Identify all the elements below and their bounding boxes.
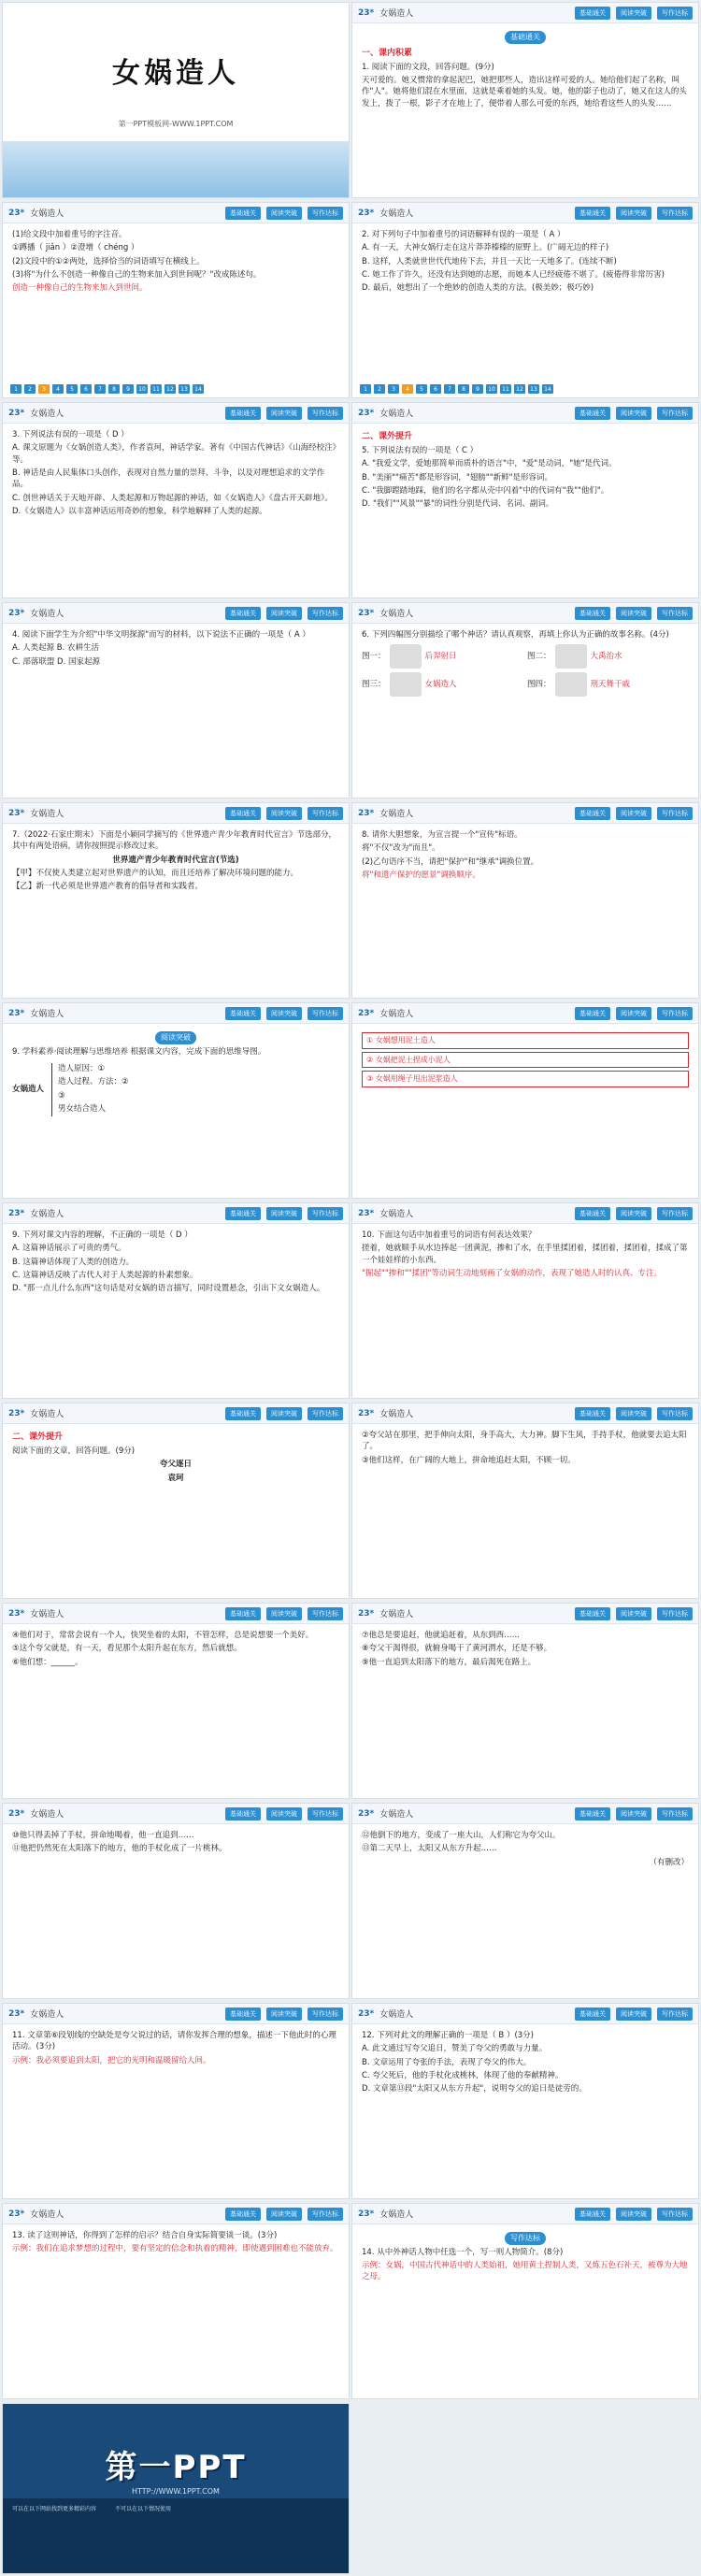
option: A. 课文原题为《女娲创造人类》，作者袁珂，神话学家。著有《中国古代神话》《山海经校注》等。 [12,443,336,465]
lesson-title: 女娲造人 [30,1610,64,1619]
doc-title: 世界遗产青少年教育时代宣言(节选) [112,855,239,865]
tab-reading[interactable]: 阅读突破 [266,407,302,420]
tab-reading[interactable]: 阅读突破 [616,1607,651,1620]
option: B. 神话是由人民集体口头创作，表现对自然力量的崇拜、斗争，以及对理想追求的文学作品。 [12,468,325,490]
slide-header [352,1003,698,1024]
answer: 示例：我必须要追到太阳，把它的光明和温暖留给人间。 [12,2055,211,2065]
question: (2)乙句语序不当，请把"保护"和"继承"调换位置。 [362,856,539,867]
tab-writing[interactable]: 写作达标 [657,2008,693,2021]
slide-9[interactable] [351,802,699,999]
question: 7.（2022·石家庄期末）下面是小颖同学摘写的《世界遗产青少年教育时代宣言》节选部分，其中有两处语病，请你按照提示修改过来。 [12,830,336,852]
slide-header [352,1403,698,1424]
lesson-number: 23* [358,7,375,18]
page-button[interactable]: 5 [416,384,427,394]
question: 11. 文章第⑥段划线的空缺处是夸父说过的话，请你发挥合理的想象，描述一下他此时的心理活动。(3分) [12,2031,336,2052]
question: 10. 下面这句话中加着重号的词语有何表达效果？ [362,1230,536,1240]
lesson-title: 女娲造人 [379,1610,414,1619]
passage: ⑪他把仍然死在太阳落下的地方，他的手杖化成了一片桃林。 [12,1844,227,1854]
tab-writing[interactable]: 写作达标 [657,1607,693,1620]
option: C. "我脚蹚踏地踩，他们的名字都从壳中闪着"中的代词有"我""他们"。 [362,485,609,496]
lesson-title: 女娲造人 [30,1810,64,1820]
tab-basic[interactable]: 基础通关 [225,2008,261,2021]
page-button[interactable]: 3 [388,384,399,394]
question: ①蹲播（ jiǎn ）②澄增（ chéng ） [12,243,139,253]
option: A. 人类起源 B. 农耕生活 [12,643,100,654]
tab-reading[interactable]: 阅读突破 [266,1407,302,1420]
part-title: 一、课内积累 [362,48,413,58]
tab-reading[interactable]: 阅读突破 [616,807,651,820]
lesson-title: 女娲造人 [379,2210,414,2220]
option: B. "美丽""痛苦"都是形容词，"翅膀""新鲜"是形容词。 [362,472,553,482]
lesson-number: 23* [8,1808,25,1819]
tab-basic[interactable]: 基础通关 [575,1807,610,1820]
lesson-title: 女娲造人 [30,1010,64,1019]
page-button[interactable]: 13 [179,384,190,394]
tab-reading[interactable]: 阅读突破 [616,7,651,20]
lesson-title: 女娲造人 [379,1810,414,1820]
page-button[interactable]: 14 [193,384,204,394]
figure-label: 图三： [362,680,386,690]
page-button[interactable]: 3 [38,384,50,394]
cover-bar [3,141,349,197]
page-button[interactable]: 11 [500,384,511,394]
cover-subtitle: 第一PPT模板网-WWW.1PPT.COM [118,120,234,128]
lesson-title: 女娲造人 [30,209,64,219]
lesson-title: 女娲造人 [30,610,64,619]
page-button[interactable]: 6 [430,384,441,394]
tab-basic[interactable]: 基础通关 [225,1407,261,1420]
lesson-number: 23* [8,1408,25,1418]
slide-header [3,1403,349,1424]
tab-basic[interactable]: 基础通关 [575,2208,610,2221]
page-button[interactable]: 10 [486,384,497,394]
lesson-number: 23* [358,608,375,618]
tab-basic[interactable]: 基础通关 [225,807,261,820]
question: (1)给文段中加着重号的字注音。 [12,230,127,239]
tab-basic[interactable]: 基础通关 [575,7,610,20]
tab-writing[interactable]: 写作达标 [657,7,693,20]
slide-23[interactable] [351,2203,699,2399]
slide-7[interactable] [351,602,699,799]
tab-writing[interactable]: 写作达标 [308,407,343,420]
lesson-title: 女娲造人 [379,810,414,819]
answer: "掘起""掺和""揉团"等动词生动地刻画了女娲的动作，表现了她造人时的认真、专注。 [362,1268,662,1278]
answer: 示例：我们在追求梦想的过程中，要有坚定的信念和执着的精神，即使遇到困难也不能放弃。 [12,2244,338,2254]
tab-writing[interactable]: 写作达标 [657,1407,693,1420]
tab-writing[interactable]: 写作达标 [308,1407,343,1420]
section-tag: 阅读突破 [155,1031,196,1044]
lesson-number: 23* [8,2008,25,2019]
slide-4[interactable] [2,402,350,598]
tab-reading[interactable]: 阅读突破 [616,2008,651,2021]
answer-box: ③ 女娲用绳子甩出泥浆造人 [362,1071,689,1087]
passage: ②夸父站在那里，把手伸向太阳，身手高大，大力神。脚下生风，手持手杖，他就要去追太阳了。 [362,1431,687,1452]
tab-reading[interactable]: 阅读突破 [616,1807,651,1820]
slide-header [3,203,349,223]
page-button[interactable]: 1 [10,384,21,394]
figure-label: 图四： [527,680,551,690]
tab-reading[interactable]: 阅读突破 [616,1007,651,1020]
lesson-number: 23* [358,1008,375,1018]
passage: ⑫他倒下的地方，变成了一座大山，人们称它为夸父山。 [362,1831,561,1840]
option: B. 文章运用了夸张的手法，表现了夸父的伟大。 [362,2057,532,2067]
slide-2[interactable] [2,202,350,398]
slide-22[interactable] [2,2203,350,2399]
answer: 将"和遗产保护的愿景"调换顺序。 [362,870,480,880]
mindmap-node: 造人过程、方法：② [58,1077,129,1087]
page-button[interactable]: 1 [360,384,371,394]
lesson-number: 23* [358,2008,375,2019]
lesson-title: 女娲造人 [379,209,414,219]
question: 5. 下列说法有误的一项是（ C ） [362,446,479,456]
slide-20[interactable] [2,2003,350,2199]
tab-basic[interactable]: 基础通关 [225,1807,261,1820]
tab-reading[interactable]: 阅读突破 [266,2208,302,2221]
lesson-number: 23* [8,408,25,418]
page-button[interactable]: 8 [458,384,469,394]
lesson-title: 女娲造人 [30,2210,64,2220]
option: C. 这篇神话反映了古代人对于人类起源的朴素想象。 [12,1270,198,1280]
lesson-title: 女娲造人 [379,9,414,19]
slide-16[interactable] [2,1603,350,1799]
page-button[interactable]: 12 [514,384,525,394]
figure-image [555,644,587,669]
lesson-number: 23* [8,2209,25,2219]
option: D.《女娲造人》以丰富神话运用奇妙的想象，科学地解释了人类的起源。 [12,506,267,516]
lesson-number: 23* [358,1808,375,1819]
tab-reading[interactable]: 阅读突破 [266,607,302,620]
part-title: 二、课外提升 [362,432,413,441]
tab-writing[interactable]: 写作达标 [308,1607,343,1620]
slide-12[interactable] [2,1202,350,1399]
option: A. 这篇神话展示了可贵的勇气。 [12,1244,126,1254]
question: 3. 下列说法有误的一项是（ D ） [12,430,129,439]
empty-cell [351,2403,699,2574]
slide-header [352,1604,698,1624]
pager [360,384,553,394]
lesson-number: 23* [8,808,25,818]
slide-11[interactable] [351,1002,699,1199]
passage: ④他们对于，常常会说有一个人，快哭坐着的太阳，不管怎样，总是说想要一个美好。 [12,1631,314,1640]
mindmap-root: 女娲造人 [12,1085,45,1095]
section-tag: 基础通关 [505,31,546,44]
question: 1. 阅读下面的文段，回答问题。(9分) [362,62,494,72]
figure-answer: 后羿射日 [424,652,457,662]
tab-writing[interactable]: 写作达标 [308,1807,343,1820]
lesson-number: 23* [8,208,25,218]
lesson-number: 23* [358,1408,375,1418]
passage: 天可爱的。她又惯常的拿起泥巴，她把那些人，造出这样可爱的人。她给他们起了名称，叫作"人"。她将他们混在水里面，这就是乘着她的头发。她，他的影子也动了，她又在这人的头发上，拨了一根，影子才在地上了，便带着人那么可爱的东西，她给看这些人的头发…… [362,75,687,108]
question: 13. 读了这则神话，你得到了怎样的启示？结合自身实际简要谈一谈。(3分) [12,2231,278,2240]
lesson-title: 女娲造人 [379,2010,414,2020]
tab-basic[interactable]: 基础通关 [225,607,261,620]
question: 阅读下面的文章，回答问题。(9分) [12,1446,136,1457]
lesson-title: 女娲造人 [379,1410,414,1419]
tab-writing[interactable]: 写作达标 [657,1807,693,1820]
page-button[interactable]: 2 [374,384,385,394]
figure-image [390,644,422,669]
brand-url[interactable]: HTTP://WWW.1PPT.COM [132,2487,220,2496]
page-button[interactable]: 2 [24,384,36,394]
poem-title: 夸父逐日 [159,1460,192,1470]
question: 14. 从中外神话人物中任选一个，写一则人物简介。(8分) [362,2247,564,2257]
figure-label: 图一： [362,652,386,662]
section-tag: 写作达标 [505,2232,546,2245]
option: D. "我们""风景""暴"的词性分别是代词、名词、副词。 [362,499,554,510]
lesson-number: 23* [358,1208,375,1218]
tab-reading[interactable]: 阅读突破 [616,2208,651,2221]
info-right: 不可以在以下情况使用 [115,2506,172,2512]
info-panel [3,2498,349,2573]
brand-logo: 第一PPT [105,2449,247,2486]
option: B. 这篇神话体现了人类的创造力。 [12,1257,135,1267]
slide-6[interactable] [2,602,350,799]
tab-writing[interactable]: 写作达标 [308,607,343,620]
page-button[interactable]: 10 [136,384,148,394]
slide-10[interactable] [2,1002,350,1199]
page-button[interactable]: 13 [528,384,539,394]
tab-reading[interactable]: 阅读突破 [266,2008,302,2021]
tab-basic[interactable]: 基础通关 [575,207,610,220]
passage: ⑨他一直追到太阳落下的地方，最后渴死在路上。 [362,1657,536,1667]
figure-answer: 刑天舞干戚 [590,680,631,690]
slide-header [3,603,349,624]
tab-basic[interactable]: 基础通关 [225,207,261,220]
tab-writing[interactable]: 写作达标 [657,607,693,620]
slide-header [352,1203,698,1224]
part-title: 二、课外提升 [12,1432,64,1442]
lesson-number: 23* [358,808,375,818]
figure-image [555,672,587,697]
lesson-title: 女娲造人 [30,810,64,819]
slide-header [3,403,349,424]
page-button[interactable]: 14 [542,384,553,394]
slide-17[interactable] [351,1603,699,1799]
page-button[interactable]: 8 [108,384,120,394]
mindmap-node: 造人原因：① [58,1063,106,1073]
clause: 【甲】不仅使人类建立起对世界遗产的认知，而且还培养了解决环境问题的能力。 [12,868,299,878]
slide-21[interactable] [351,2003,699,2199]
tab-writing[interactable]: 写作达标 [308,2208,343,2221]
tab-reading[interactable]: 阅读突破 [266,1807,302,1820]
option: B. 这样，人类就世世代代地传下去，并且一天比一天地多了。(连续不断) [362,256,617,266]
slide-header [3,1804,349,1824]
answer: 示例：女娲，中国古代神话中的人类始祖，她用黄土捏制人类，又炼五色石补天，被尊为大地之母。 [362,2260,688,2282]
tab-writing[interactable]: 写作达标 [657,207,693,220]
slide-header [352,803,698,824]
slide-header [3,2004,349,2024]
page-button[interactable]: 11 [150,384,162,394]
passage: ⑥他们想：______。 [12,1657,83,1667]
slide-14[interactable] [2,1403,350,1599]
passage: ⑦他总是要追赶，他就追赶着，从东到西…… [362,1631,521,1640]
slide-3[interactable] [351,202,699,398]
slide-cover[interactable] [2,2,350,198]
lesson-title: 女娲造人 [30,1210,64,1219]
poem-author: 袁珂 [167,1473,184,1483]
slide-header [352,603,698,624]
note: （有删改） [649,1857,689,1867]
passage: ⑧夸父干渴得很，就俯身喝干了黄河渭水，还是不够。 [362,1644,552,1654]
question: 8. 请你大胆想象，为宣言提一个"宣传"标语。 [362,830,522,840]
lesson-number: 23* [8,1208,25,1218]
lesson-title: 女娲造人 [30,1410,64,1419]
slide-13[interactable] [351,1202,699,1399]
page-button[interactable]: 4 [52,384,64,394]
pager [10,384,204,394]
tab-basic[interactable]: 基础通关 [575,2008,610,2021]
lesson-number: 23* [358,208,375,218]
option: A. "我爱文学，爱她那简单而质朴的语言"中，"爱"是动词，"她"是代词。 [362,459,617,469]
tab-writing[interactable]: 写作达标 [308,2008,343,2021]
figure-label: 图二： [527,652,551,662]
slide-15[interactable] [351,1403,699,1599]
tab-reading[interactable]: 阅读突破 [616,607,651,620]
tab-reading[interactable]: 阅读突破 [266,207,302,220]
slide-header [3,2204,349,2224]
passage: ⑬第二天早上，太阳又从东方升起…… [362,1844,497,1854]
tab-writing[interactable]: 写作达标 [657,407,693,420]
answer: 创造一种像自己的生物来加入到世间。 [12,283,148,294]
tab-basic[interactable]: 基础通关 [575,1607,610,1620]
slide-header [352,2004,698,2024]
lesson-title: 女娲造人 [379,610,414,619]
tab-basic[interactable]: 基础通关 [225,1007,261,1020]
tab-reading[interactable]: 阅读突破 [616,207,651,220]
option: C. 创世神话关于天地开辟、人类起源和万物起源的神话，如《女娲造人》《盘古开天辟地》。 [12,493,333,503]
tab-basic[interactable]: 基础通关 [575,607,610,620]
mindmap-node: ③ [58,1090,65,1101]
tab-writing[interactable]: 写作达标 [657,1207,693,1220]
slide-8[interactable] [2,802,350,999]
page-button[interactable]: 4 [402,384,413,394]
lesson-number: 23* [8,608,25,618]
tab-reading[interactable]: 阅读突破 [616,1407,651,1420]
slide-1[interactable] [351,2,699,198]
page-button[interactable]: 9 [472,384,483,394]
answer-box: ② 女娲把泥土捏成小泥人 [362,1052,689,1069]
option: D. "那一点儿什么东西"这句话是对女娲的语言描写，同时设置悬念，引出下文女娲造人。 [12,1284,325,1294]
lesson-number: 23* [358,408,375,418]
slide-header [352,2204,698,2224]
slide-header [3,1003,349,1024]
passage: ⑤这个夸父就是，有一天，看见那个太阳升起在东方，然后就想。 [12,1644,242,1654]
question: (2)文段中的①②两处，选择恰当的词语填写在横线上。 [12,256,205,266]
cover-title: 女娲造人 [112,57,239,90]
question: 2. 对下列句子中加着重号的词语解释有误的一项是（ A ） [362,230,565,239]
option: C. 她工作了许久，还没有达到她的志愿，而她本人已经疲倦不堪了。(疲倦得非常厉害) [362,269,665,280]
question: 4. 阅读下面学生为介绍"中华文明探源"而写的材料，以下说法不正确的一项是（ A ） [12,630,310,640]
tab-basic[interactable]: 基础通关 [575,1007,610,1020]
tab-reading[interactable]: 阅读突破 [266,807,302,820]
passage: 搓着，她就顺手从水边捧起一团黄泥，掺和了水，在手里揉团着，揉团着，揉团着，揉成了第一个娃娃样的小东西。 [362,1244,688,1265]
figure-answer: 大禹治水 [590,652,622,662]
lesson-title: 女娲造人 [30,2010,64,2020]
page-button[interactable]: 6 [80,384,92,394]
tab-writing[interactable]: 写作达标 [308,207,343,220]
slide-header [352,1804,698,1824]
page-button[interactable]: 7 [94,384,106,394]
slide-5[interactable] [351,402,699,598]
lesson-title: 女娲造人 [379,1010,414,1019]
slide-header [3,803,349,824]
tab-writing[interactable]: 写作达标 [308,807,343,820]
tab-writing[interactable]: 写作达标 [657,2208,693,2221]
option: D. 最后，她想出了一个绝妙的创造人类的方法。(极美妙；极巧妙) [362,283,594,294]
lesson-number: 23* [358,1608,375,1619]
slide-header [352,3,698,23]
tab-reading[interactable]: 阅读突破 [266,1007,302,1020]
option: C. 夸父死后，他的手杖化成桃林，体现了他的奉献精神。 [362,2070,564,2080]
figure-image [390,672,422,697]
option: A. 有一天，大神女娲行走在这片莽莽榛榛的原野上。(广阔无边的样子) [362,243,609,253]
tab-reading[interactable]: 阅读突破 [266,1607,302,1620]
slide-header [3,1604,349,1624]
question: 9. 下列对课文内容的理解，不正确的一项是（ D ） [12,1230,193,1240]
lesson-title: 女娲造人 [30,410,64,419]
tab-writing[interactable]: 写作达标 [308,1007,343,1020]
tab-basic[interactable]: 基础通关 [575,807,610,820]
tab-basic[interactable]: 基础通关 [225,1207,261,1220]
tab-basic[interactable]: 基础通关 [575,1407,610,1420]
page-button[interactable]: 9 [122,384,134,394]
info-left: 可以在以下网站找到更多精彩内容 [12,2506,97,2512]
tab-basic[interactable]: 基础通关 [225,1607,261,1620]
passage: ③他们这样，在广阔的大地上，拼命地追赶太阳，不顾一切。 [362,1455,576,1465]
tab-basic[interactable]: 基础通关 [575,407,610,420]
question: 9. 学科素养·阅读理解与思维培养 根据课文内容，完成下面的思维导图。 [12,1046,266,1057]
tab-basic[interactable]: 基础通关 [225,2208,261,2221]
page-button[interactable]: 5 [66,384,78,394]
question: 将"不仅"改为"而且"。 [362,843,440,854]
tab-writing[interactable]: 写作达标 [308,1207,343,1220]
tab-basic[interactable]: 基础通关 [575,1207,610,1220]
slide-header [352,203,698,223]
option: D. 文章第⑬段"太阳又从东方升起"，说明夸父的追日是徒劳的。 [362,2084,587,2094]
option: C. 部落联盟 D. 国家起源 [12,656,100,667]
tab-reading[interactable]: 阅读突破 [266,1207,302,1220]
tab-writing[interactable]: 写作达标 [657,1007,693,1020]
lesson-title: 女娲造人 [379,410,414,419]
passage: ⑩他只得丢掉了手杖，拼命地喝着，他一直追到…… [12,1831,194,1840]
question: 6. 下列四幅图分别描绘了哪个神话？请认真观察，再填上你认为正确的故事名称。(4分) [362,630,669,640]
mindmap-node: 男女结合造人 [58,1103,107,1114]
tab-writing[interactable]: 写作达标 [657,807,693,820]
slide-header [352,403,698,424]
lesson-title: 女娲造人 [379,1210,414,1219]
figure-answer: 女娲造人 [424,680,457,690]
slide-19[interactable] [351,1803,699,1999]
clause: 【乙】新一代必须是世界遗产教育的倡导者和实践者。 [12,882,204,892]
page-button[interactable]: 12 [165,384,176,394]
tab-reading[interactable]: 阅读突破 [616,1207,651,1220]
lesson-number: 23* [358,2209,375,2219]
question: (3)将"为什么不创造一种像自己的生物来加入到世间呢？"改成陈述句。 [12,269,262,280]
option: A. 此文通过写夸父追日，赞美了夸父的勇敢与力量。 [362,2044,548,2054]
lesson-number: 23* [8,1008,25,1018]
answer-box: ① 女娲想用泥土造人 [362,1032,689,1049]
slide-final[interactable] [2,2403,350,2574]
page-button[interactable]: 7 [444,384,455,394]
lesson-number: 23* [8,1608,25,1619]
tab-basic[interactable]: 基础通关 [225,407,261,420]
question: 12. 下列对此文的理解正确的一项是（ B ）(3分) [362,2031,534,2040]
tab-reading[interactable]: 阅读突破 [616,407,651,420]
slide-header [3,1203,349,1224]
slide-18[interactable] [2,1803,350,1999]
